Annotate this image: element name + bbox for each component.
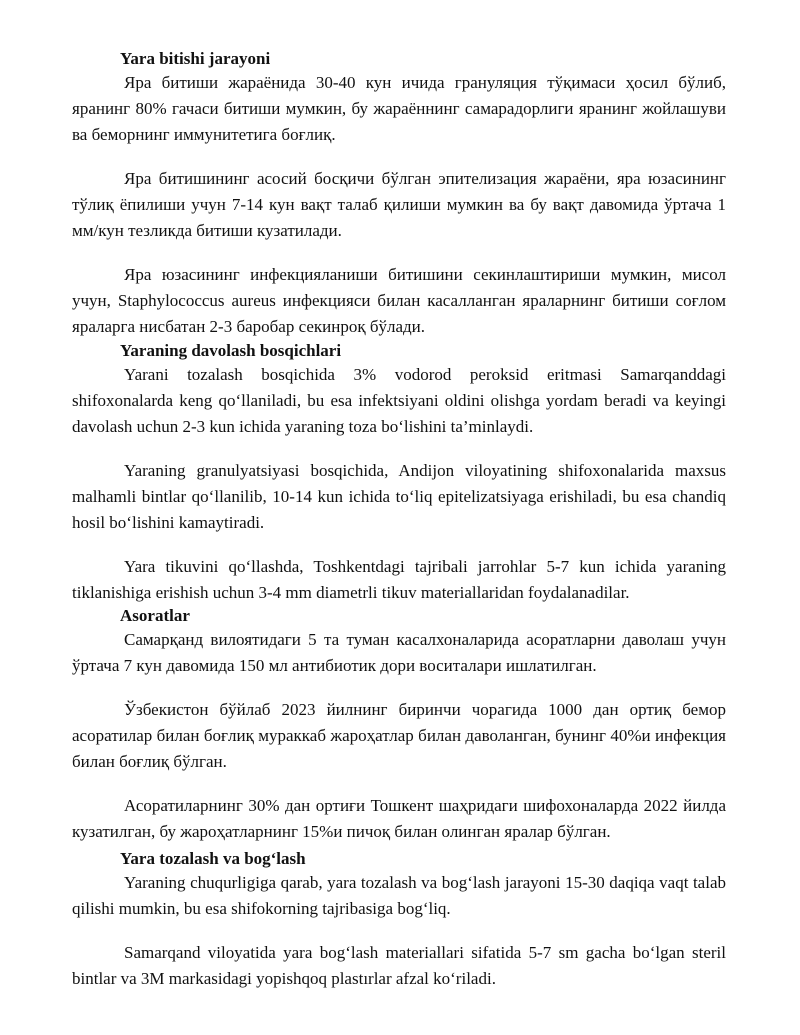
section-heading: Yara tozalash va bog‘lash bbox=[120, 849, 306, 868]
paragraph: Яра битиши жараёнида 30-40 кун ичида грануляция тўқимаси ҳосил бўлиб, яранинг 80% гачаси битиши мумкин, бу жараённинг самарадорлиги яранинг жойлашуви ва беморнинг иммунитетига боғлиқ. bbox=[72, 73, 726, 144]
paragraph: Yara tikuvini qo‘llashda, Toshkentdagi tajribali jarrohlar 5-7 kun ichida yaraning tiklanishiga erishish uchun 3-4 mm diametrli tikuv materiallaridan foydalanadilar. bbox=[72, 557, 726, 602]
section-wound-healing bbox=[72, 48, 726, 340]
paragraph: Yarani tozalash bosqichida 3% vodorod peroksid eritmasi Samarqanddagi shifoxonalarda keng qo‘llaniladi, bu esa infektsiyani oldini olishga yordam beradi va keyingi davolash uchun 2-3 kun ichida yaraning toza bo‘lishini ta’minlaydi. bbox=[72, 365, 726, 436]
paragraph: Ўзбекистон бўйлаб 2023 йилнинг биринчи чорагида 1000 дан ортиқ бемор асоратилар билан боғлиқ мураккаб жароҳатлар билан даволанган, бунинг 40%и инфекция билан боғлиқ бўлган. bbox=[72, 700, 726, 771]
paragraph: Samarqand viloyatida yara bog‘lash materiallari sifatida 5-7 sm gacha bo‘lgan steril bintlar va 3M markasidagi yopishqoq plastırlar afzal ko‘riladi. bbox=[72, 943, 726, 988]
section-heading: Asoratlar bbox=[120, 606, 190, 625]
section-heading: Yara bitishi jarayoni bbox=[120, 49, 271, 68]
paragraph: Yaraning granulyatsiyasi bosqichida, Andijon viloyatining shifoxonalarida maxsus malhamli bintlar qo‘llanilib, 10-14 kun ichida to‘liq epitelizatsiyaga erishiladi, bu esa chandiq hosil bo‘lishini kamaytiradi. bbox=[72, 461, 726, 532]
section-heading: Yaraning davolash bosqichlari bbox=[120, 341, 342, 360]
section-complications bbox=[72, 605, 726, 845]
paragraph: Самарқанд вилоятидаги 5 та туман касалхоналарида асоратларни даволаш учун ўртача 7 кун давомида 150 мл антибиотик дори воситалари ишлатилган. bbox=[72, 630, 726, 675]
paragraph: Асоратиларнинг 30% дан ортиғи Тошкент шаҳридаги шифохоналарда 2022 йилда кузатилган, бу жароҳатларнинг 15%и пичоқ билан олинган яралар бўлган. bbox=[72, 796, 726, 841]
paragraph: Яра битишининг асосий босқичи бўлган эпителизация жараёни, яра юзасининг тўлиқ ёпилиши учун 7-14 кун вақт талаб қилиши мумкин ва бу вақт давомида ўртача 1 мм/кун тезликда битиши кузатилади. bbox=[72, 169, 726, 240]
paragraph: Яра юзасининг инфекцияланиши битишини секинлаштириши мумкин, мисол учун, Staphylococcus aureus инфекцияси билан касалланган яраларнинг битиши соғлом яраларга нисбатан 2-3 баробар секинроқ бўлади. bbox=[72, 265, 726, 336]
paragraph: Yaraning chuqurligiga qarab, yara tozalash va bog‘lash jarayoni 15-30 daqiqa vaqt talab qilishi mumkin, bu esa shifokorning tajribasiga bog‘liq. bbox=[72, 873, 726, 918]
section-cleaning-dressing bbox=[72, 848, 726, 992]
section-treatment-stages bbox=[72, 340, 726, 606]
